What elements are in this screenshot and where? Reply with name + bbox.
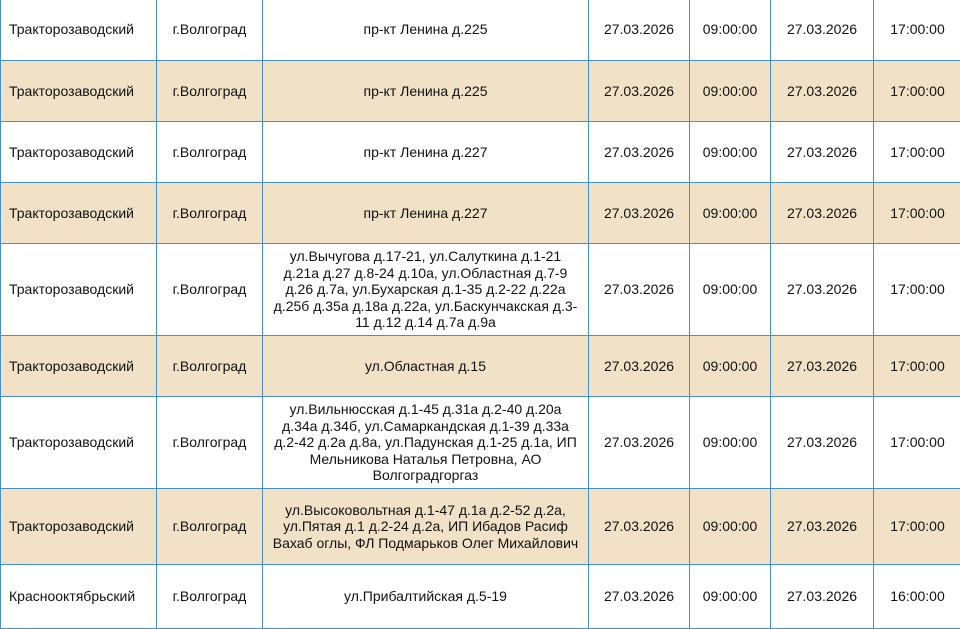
city-cell: г.Волгоград <box>157 0 263 61</box>
start-time-cell: 09:00:00 <box>690 61 771 122</box>
city-cell: г.Волгоград <box>157 489 263 565</box>
end-date-cell: 27.03.2026 <box>771 397 874 489</box>
end-date-cell: 27.03.2026 <box>771 0 874 61</box>
start-date-cell: 27.03.2026 <box>589 183 690 244</box>
start-time-cell: 09:00:00 <box>690 122 771 183</box>
end-time-cell: 17:00:00 <box>874 122 960 183</box>
table-row <box>1 122 960 183</box>
district-cell: Тракторозаводский <box>1 0 157 61</box>
city-cell: г.Волгоград <box>157 565 263 629</box>
address-cell: ул.Прибалтийская д.5-19 <box>263 565 589 629</box>
end-time-cell: 17:00:00 <box>874 183 960 244</box>
end-date-cell: 27.03.2026 <box>771 61 874 122</box>
address-cell: пр-кт Ленина д.227 <box>263 183 589 244</box>
end-time-cell: 17:00:00 <box>874 336 960 397</box>
city-cell: г.Волгоград <box>157 244 263 336</box>
table-row <box>1 61 960 122</box>
address-cell: ул.Вильнюсская д.1-45 д.31а д.2-40 д.20а д.34а д.34б, ул.Самаркандская д.1-39 д.33а д.2-42 д.2а д.8а, ул.Падунская д.1-25 д.1а, ИП Мельникова Наталья Петровна, АО Волгоградгоргаз <box>263 397 589 489</box>
district-cell: Тракторозаводский <box>1 61 157 122</box>
start-date-cell: 27.03.2026 <box>589 565 690 629</box>
table-row <box>1 336 960 397</box>
end-time-cell: 17:00:00 <box>874 244 960 336</box>
address-cell: ул.Вычугова д.17-21, ул.Салуткина д.1-21 д.21а д.27 д.8-24 д.10а, ул.Областная д.7-9 д.26 д.7а, ул.Бухарская д.1-35 д.2-22 д.22а д.25б д.35а д.18а д.22а, ул.Баскунчакская д.3-11 д.12 д.14 д.7а д.9а <box>263 244 589 336</box>
district-cell: Тракторозаводский <box>1 122 157 183</box>
address-cell: пр-кт Ленина д.227 <box>263 122 589 183</box>
address-cell: пр-кт Ленина д.225 <box>263 61 589 122</box>
table-row <box>1 0 960 61</box>
end-date-cell: 27.03.2026 <box>771 489 874 565</box>
start-date-cell: 27.03.2026 <box>589 0 690 61</box>
end-time-cell: 17:00:00 <box>874 0 960 61</box>
end-time-cell: 16:00:00 <box>874 565 960 629</box>
start-date-cell: 27.03.2026 <box>589 244 690 336</box>
city-cell: г.Волгоград <box>157 61 263 122</box>
end-time-cell: 17:00:00 <box>874 61 960 122</box>
table-row <box>1 397 960 489</box>
start-date-cell: 27.03.2026 <box>589 122 690 183</box>
address-cell: пр-кт Ленина д.225 <box>263 0 589 61</box>
city-cell: г.Волгоград <box>157 336 263 397</box>
start-time-cell: 09:00:00 <box>690 183 771 244</box>
start-time-cell: 09:00:00 <box>690 565 771 629</box>
district-cell: Тракторозаводский <box>1 183 157 244</box>
start-time-cell: 09:00:00 <box>690 0 771 61</box>
table-row <box>1 244 960 336</box>
district-cell: Краснооктябрьский <box>1 565 157 629</box>
table-row <box>1 565 960 629</box>
table-row <box>1 183 960 244</box>
start-time-cell: 09:00:00 <box>690 336 771 397</box>
address-cell: ул.Областная д.15 <box>263 336 589 397</box>
start-date-cell: 27.03.2026 <box>589 397 690 489</box>
start-time-cell: 09:00:00 <box>690 489 771 565</box>
end-time-cell: 17:00:00 <box>874 397 960 489</box>
district-cell: Тракторозаводский <box>1 336 157 397</box>
end-date-cell: 27.03.2026 <box>771 183 874 244</box>
city-cell: г.Волгоград <box>157 183 263 244</box>
district-cell: Тракторозаводский <box>1 489 157 565</box>
start-date-cell: 27.03.2026 <box>589 61 690 122</box>
start-date-cell: 27.03.2026 <box>589 336 690 397</box>
end-date-cell: 27.03.2026 <box>771 122 874 183</box>
city-cell: г.Волгоград <box>157 397 263 489</box>
district-cell: Тракторозаводский <box>1 244 157 336</box>
end-date-cell: 27.03.2026 <box>771 244 874 336</box>
district-cell: Тракторозаводский <box>1 397 157 489</box>
city-cell: г.Волгоград <box>157 122 263 183</box>
start-time-cell: 09:00:00 <box>690 397 771 489</box>
start-date-cell: 27.03.2026 <box>589 489 690 565</box>
start-time-cell: 09:00:00 <box>690 244 771 336</box>
table-row <box>1 489 960 565</box>
end-date-cell: 27.03.2026 <box>771 336 874 397</box>
end-time-cell: 17:00:00 <box>874 489 960 565</box>
address-cell: ул.Высоковольтная д.1-47 д.1а д.2-52 д.2а, ул.Пятая д.1 д.2-24 д.2а, ИП Ибадов Расиф Вахаб оглы, ФЛ Подмарьков Олег Михайлович <box>263 489 589 565</box>
end-date-cell: 27.03.2026 <box>771 565 874 629</box>
